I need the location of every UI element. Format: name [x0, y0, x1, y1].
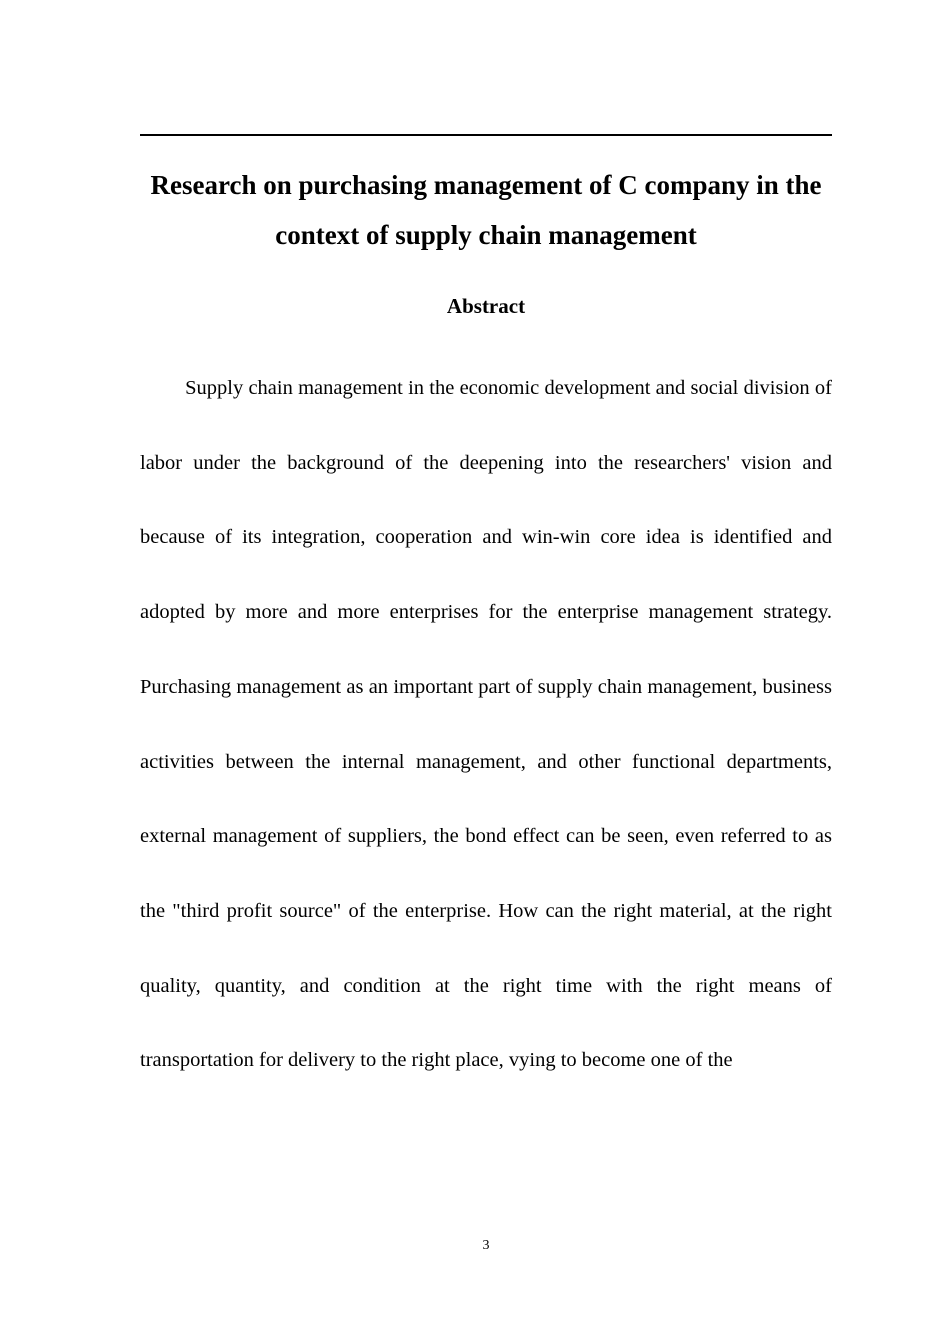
paper-title: Research on purchasing management of C company in the context of supply chain management: [150, 170, 822, 250]
header-rule: [140, 134, 832, 136]
page-number: 3: [482, 1238, 490, 1253]
abstract-heading: Abstract: [446, 294, 526, 318]
abstract-body: Supply chain management in the economic development and social division of labor under the background of the deepening into the researchers' vision and because of its integration, cooperation and win-win core idea is identified and adopted by more and more enterprises for the enterprise management strategy. Purchasing management as an important part of supply chain management, business activities between the internal management, and other functional departments, external management of suppliers, the bond effect can be seen, even referred to as the "third profit source" of the enterprise. How can the right material, at the right quality, quantity, and condition at the right time with the right means of transportation for delivery to the right place, vying to become one of the: [140, 377, 832, 1072]
